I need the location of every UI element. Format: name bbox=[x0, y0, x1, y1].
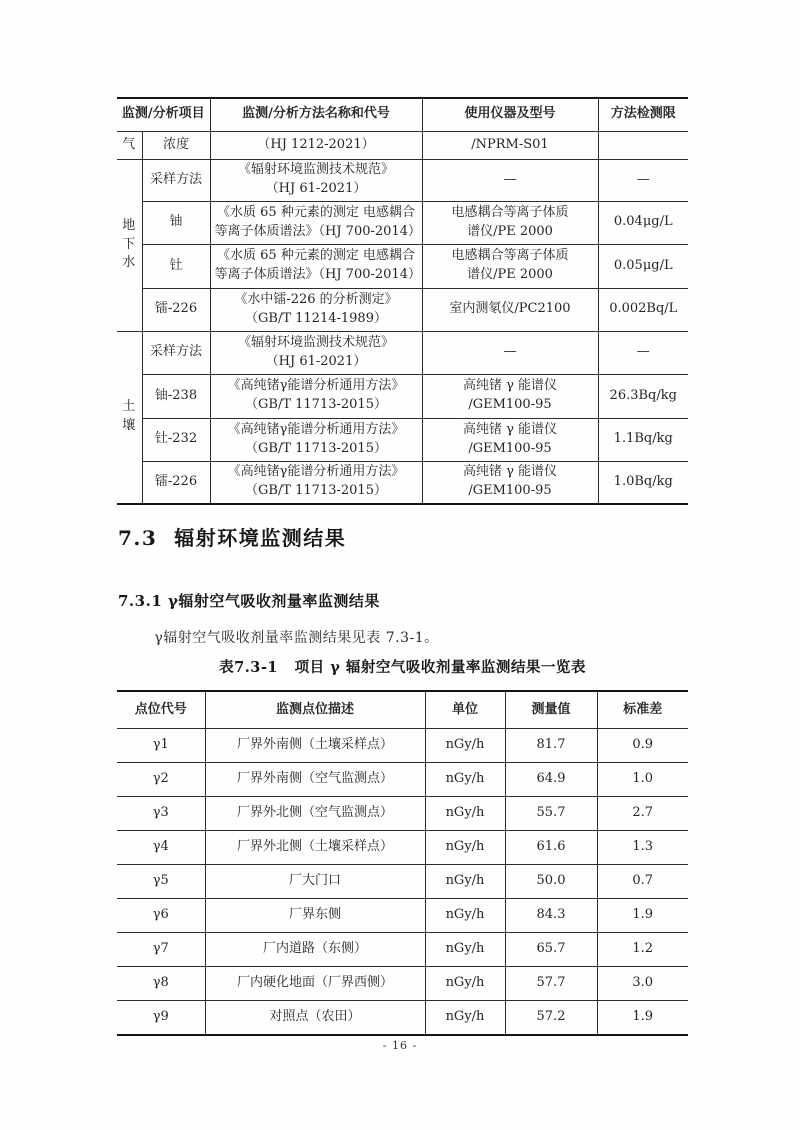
method-line: （HJ 61-2021） bbox=[265, 181, 367, 196]
section-heading: 7.3 辐射环境监测结果 bbox=[118, 526, 347, 550]
header-limit: 方法检测限 bbox=[598, 98, 688, 131]
cell-value: 57.7 bbox=[505, 967, 597, 1001]
instrument-line: /GEM100-95 bbox=[468, 397, 552, 412]
cell-instrument bbox=[422, 418, 598, 461]
header-item: 监测/分析项目 bbox=[117, 98, 210, 131]
cell-instrument bbox=[422, 374, 598, 418]
cell-point-code: γ7 bbox=[117, 933, 205, 967]
cell-limit: 0.04μg/L bbox=[598, 201, 688, 244]
cell-sd: 0.9 bbox=[597, 729, 688, 763]
table-row bbox=[117, 244, 688, 288]
cell-instrument bbox=[422, 201, 598, 244]
cell-value: 57.2 bbox=[505, 1001, 597, 1036]
table-row bbox=[117, 331, 688, 374]
cell-point-code: γ4 bbox=[117, 831, 205, 865]
instrument-line: 谱仪/PE 2000 bbox=[467, 223, 553, 239]
method-line: 等离子体质谱法》（HJ 700-2014） bbox=[214, 223, 421, 239]
cell-unit: nGy/h bbox=[425, 797, 505, 831]
cell-point-desc: 厂大门口 bbox=[205, 865, 425, 899]
cell-point-desc: 厂界外北侧（土壤采样点） bbox=[205, 831, 425, 865]
cell-sd: 3.0 bbox=[597, 967, 688, 1001]
cell-point-desc: 厂界外南侧（空气监测点） bbox=[205, 763, 425, 797]
cell-point-code: γ9 bbox=[117, 1001, 205, 1036]
method-line: 等离子体质谱法》（HJ 700-2014） bbox=[214, 267, 421, 282]
table-row bbox=[117, 967, 688, 1001]
method-line: 《高纯锗γ能谱分析通用方法》 bbox=[227, 378, 405, 394]
cell-unit: nGy/h bbox=[425, 1001, 505, 1036]
cell-sd: 1.9 bbox=[597, 899, 688, 933]
cell-unit: nGy/h bbox=[425, 967, 505, 1001]
table-header-row bbox=[117, 691, 688, 729]
instrument-line: 谱仪/PE 2000 bbox=[467, 267, 553, 282]
cell-point-desc: 对照点（农田） bbox=[205, 1001, 425, 1036]
cell-point-code: γ8 bbox=[117, 967, 205, 1001]
method-line: 《水质 65 种元素的测定 电感耦合 bbox=[217, 248, 415, 264]
subsection-heading: 7.3.1 γ辐射空气吸收剂量率监测结果 bbox=[118, 592, 380, 610]
method-line: 《辐射环境监测技术规范》 bbox=[237, 334, 394, 350]
table-row bbox=[117, 131, 688, 159]
cell-limit: 0.002Bq/L bbox=[598, 288, 688, 331]
method-line: （GB/T 11214-1989） bbox=[245, 310, 387, 326]
cell-unit: nGy/h bbox=[425, 729, 505, 763]
cell-method bbox=[210, 244, 422, 288]
table-row bbox=[117, 831, 688, 865]
cell-unit: nGy/h bbox=[425, 763, 505, 797]
cell-sd: 0.7 bbox=[597, 865, 688, 899]
methods-table bbox=[117, 97, 688, 505]
cell-item: 浓度 bbox=[142, 131, 210, 159]
instrument-line: /GEM100-95 bbox=[468, 440, 552, 456]
cell-unit: nGy/h bbox=[425, 899, 505, 933]
cell-method bbox=[210, 331, 422, 374]
cell-value: 84.3 bbox=[505, 899, 597, 933]
table-row bbox=[117, 288, 688, 331]
instrument-line: 电感耦合等离子体质 bbox=[451, 248, 569, 264]
instrument-line: 高纯锗 γ 能谱仪 bbox=[462, 421, 558, 437]
table-row bbox=[117, 729, 688, 763]
cell-point-code: γ3 bbox=[117, 797, 205, 831]
instrument-line: /GEM100-95 bbox=[468, 483, 552, 499]
cell-method: （HJ 1212-2021） bbox=[210, 131, 422, 159]
instrument-line: 电感耦合等离子体质 bbox=[451, 204, 569, 220]
cell-value: 50.0 bbox=[505, 865, 597, 899]
cell-limit: 1.0Bq/kg bbox=[598, 461, 688, 504]
table-caption: 表7.3-1 项目 γ 辐射空气吸收剂量率监测结果一览表 bbox=[219, 659, 586, 676]
cell-value: 65.7 bbox=[505, 933, 597, 967]
cell-limit: 1.1Bq/kg bbox=[598, 418, 688, 461]
cell-point-code: γ5 bbox=[117, 865, 205, 899]
cell-instrument: /NPRM-S01 bbox=[422, 131, 598, 159]
table-row bbox=[117, 1001, 688, 1036]
cell-unit: nGy/h bbox=[425, 831, 505, 865]
cell-sd: 1.0 bbox=[597, 763, 688, 797]
cell-sd: 1.2 bbox=[597, 933, 688, 967]
cell-value: 64.9 bbox=[505, 763, 597, 797]
cell-item: 铀 bbox=[142, 201, 210, 244]
table-row bbox=[117, 159, 688, 201]
gamma-results-table bbox=[117, 690, 688, 1036]
cell-instrument bbox=[422, 461, 598, 504]
cell-point-desc: 厂界东侧 bbox=[205, 899, 425, 933]
cell-item: 采样方法 bbox=[142, 331, 210, 374]
cell-method bbox=[210, 418, 422, 461]
cell-instrument: 室内测氡仪/PC2100 bbox=[422, 288, 598, 331]
cell-point-desc: 厂内道路（东侧） bbox=[205, 933, 425, 967]
cell-item: 铀-238 bbox=[142, 374, 210, 418]
header-sd: 标准差 bbox=[597, 691, 688, 729]
table-row bbox=[117, 201, 688, 244]
cell-value: 81.7 bbox=[505, 729, 597, 763]
method-line: （HJ 61-2021） bbox=[265, 353, 367, 369]
table-row bbox=[117, 461, 688, 504]
table-row bbox=[117, 899, 688, 933]
cell-item: 采样方法 bbox=[142, 159, 210, 201]
table-row bbox=[117, 374, 688, 418]
method-line: （GB/T 11713-2015） bbox=[245, 440, 387, 456]
cell-point-desc: 厂界外南侧（土壤采样点） bbox=[205, 729, 425, 763]
cell-item: 钍-232 bbox=[142, 418, 210, 461]
cell-method bbox=[210, 201, 422, 244]
cell-value: 55.7 bbox=[505, 797, 597, 831]
cell-limit: — bbox=[598, 331, 688, 374]
method-line: 《水质 65 种元素的测定 电感耦合 bbox=[217, 204, 415, 220]
cell-sd: 2.7 bbox=[597, 797, 688, 831]
cell-item: 镭-226 bbox=[142, 461, 210, 504]
instrument-line: 高纯锗 γ 能谱仪 bbox=[462, 378, 558, 394]
cell-limit bbox=[598, 131, 688, 159]
method-line: （GB/T 11713-2015） bbox=[245, 397, 387, 412]
cell-item: 钍 bbox=[142, 244, 210, 288]
method-line: （GB/T 11713-2015） bbox=[245, 483, 387, 499]
instrument-line: 高纯锗 γ 能谱仪 bbox=[462, 464, 558, 480]
cell-point-code: γ2 bbox=[117, 763, 205, 797]
cell-limit: — bbox=[598, 159, 688, 201]
body-paragraph: γ辐射空气吸收剂量率监测结果见表 7.3-1。 bbox=[154, 630, 439, 646]
cell-unit: nGy/h bbox=[425, 865, 505, 899]
method-line: 《高纯锗γ能谱分析通用方法》 bbox=[227, 421, 405, 437]
cell-sd: 1.9 bbox=[597, 1001, 688, 1036]
table-header-row bbox=[117, 98, 688, 131]
header-point-code: 点位代号 bbox=[117, 691, 205, 729]
cell-category-air: 气 bbox=[117, 131, 142, 159]
cell-instrument: — bbox=[422, 159, 598, 201]
cell-point-desc: 厂内硬化地面（厂界西侧） bbox=[205, 967, 425, 1001]
cell-method bbox=[210, 288, 422, 331]
cell-value: 61.6 bbox=[505, 831, 597, 865]
cell-category-soil: 土壤 bbox=[117, 331, 142, 504]
cell-sd: 1.3 bbox=[597, 831, 688, 865]
cell-category-groundwater: 地下水 bbox=[117, 159, 142, 331]
method-line: 《辐射环境监测技术规范》 bbox=[237, 162, 394, 178]
method-line: 《高纯锗γ能谱分析通用方法》 bbox=[227, 464, 405, 480]
cell-item: 镭-226 bbox=[142, 288, 210, 331]
cell-instrument: — bbox=[422, 331, 598, 374]
table-row bbox=[117, 763, 688, 797]
cell-method bbox=[210, 461, 422, 504]
header-instrument: 使用仪器及型号 bbox=[422, 98, 598, 131]
cell-method bbox=[210, 374, 422, 418]
table-row bbox=[117, 933, 688, 967]
header-value: 测量值 bbox=[505, 691, 597, 729]
cell-limit: 26.3Bq/kg bbox=[598, 374, 688, 418]
method-line: 《水中镭-226 的分析测定》 bbox=[234, 291, 398, 307]
cell-instrument bbox=[422, 244, 598, 288]
cell-point-code: γ1 bbox=[117, 729, 205, 763]
cell-method bbox=[210, 159, 422, 201]
cell-point-code: γ6 bbox=[117, 899, 205, 933]
table-row bbox=[117, 797, 688, 831]
header-method: 监测/分析方法名称和代号 bbox=[210, 98, 422, 131]
cell-limit: 0.05μg/L bbox=[598, 244, 688, 288]
cell-point-desc: 厂界外北侧（空气监测点） bbox=[205, 797, 425, 831]
table-row bbox=[117, 418, 688, 461]
table-row bbox=[117, 865, 688, 899]
page-number: - 16 - bbox=[382, 1039, 418, 1052]
cell-unit: nGy/h bbox=[425, 933, 505, 967]
header-point-desc: 监测点位描述 bbox=[205, 691, 425, 729]
header-unit: 单位 bbox=[425, 691, 505, 729]
